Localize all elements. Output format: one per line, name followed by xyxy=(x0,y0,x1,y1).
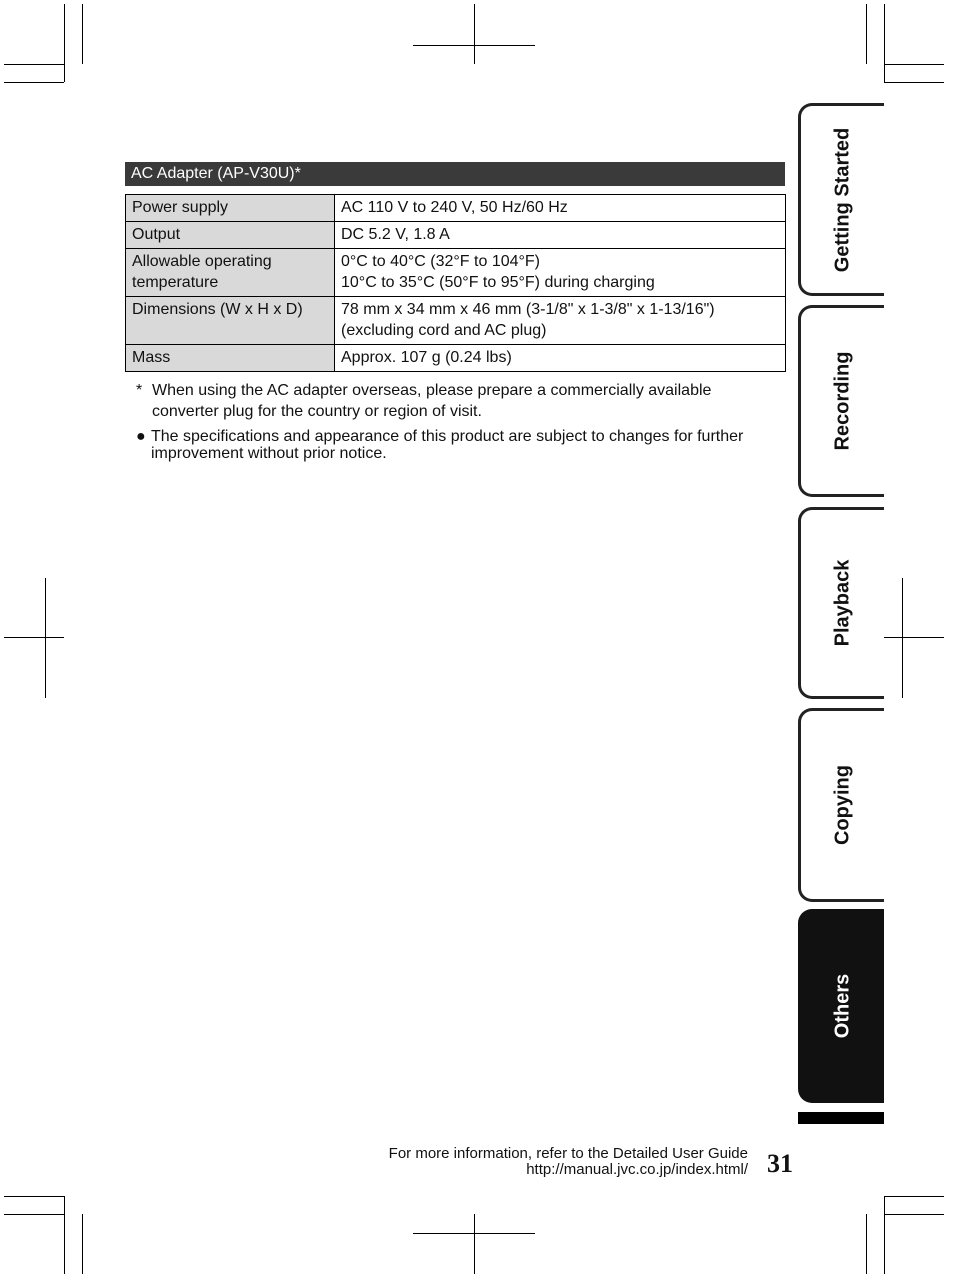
spec-value-line: DC 5.2 V, 1.8 A xyxy=(341,226,450,243)
spec-table xyxy=(125,194,786,372)
spec-label: Allowable operating temperature xyxy=(126,249,335,297)
note-specifications xyxy=(136,428,776,462)
spec-value xyxy=(335,297,786,345)
crop-mark xyxy=(64,4,65,82)
crop-mark xyxy=(884,82,944,83)
spec-value xyxy=(335,345,786,372)
crop-mark xyxy=(4,82,64,83)
spec-label: Power supply xyxy=(126,195,335,222)
tab-label: Playback xyxy=(831,559,853,647)
crop-mark xyxy=(474,4,475,64)
crop-mark xyxy=(4,637,64,638)
footnote-adapter xyxy=(136,380,776,422)
crop-mark xyxy=(902,578,903,698)
crop-mark xyxy=(82,4,83,64)
footnote-text: When using the AC adapter overseas, please prepare a commercially available converter plug for the country or region of visit. xyxy=(152,382,712,420)
table-row xyxy=(126,297,786,345)
crop-mark xyxy=(413,1233,535,1234)
tab-label: Getting Started xyxy=(831,127,853,272)
crop-mark xyxy=(413,45,535,46)
crop-mark xyxy=(884,1214,944,1215)
crop-mark xyxy=(474,1214,475,1274)
spec-value-line: Approx. 107 g (0.24 lbs) xyxy=(341,349,512,366)
spec-value-line: 0°C to 40°C (32°F to 104°F) xyxy=(341,253,541,270)
crop-mark xyxy=(884,637,944,638)
tab-copying[interactable] xyxy=(798,708,884,902)
tab-indicator-bar xyxy=(798,1112,884,1124)
note-text: The specifications and appearance of this product are subject to changes for further improvement without prior notice. xyxy=(151,428,744,462)
spec-value-line: (excluding cord and AC plug) xyxy=(341,322,547,339)
tab-getting-started[interactable] xyxy=(798,103,884,296)
crop-mark xyxy=(64,1196,65,1274)
asterisk-mark: * xyxy=(136,382,143,399)
crop-mark xyxy=(4,64,64,65)
spec-value xyxy=(335,195,786,222)
spec-value xyxy=(335,222,786,249)
table-row xyxy=(126,195,786,222)
crop-mark xyxy=(884,64,944,65)
footer-url[interactable]: http://manual.jvc.co.jp/index.html/ xyxy=(526,1161,748,1178)
crop-mark xyxy=(45,578,46,698)
crop-mark xyxy=(866,4,867,64)
spec-label: Mass xyxy=(126,345,335,372)
table-row xyxy=(126,222,786,249)
table-row xyxy=(126,249,786,297)
crop-mark xyxy=(4,1214,64,1215)
tab-label: Copying xyxy=(831,765,853,845)
table-row xyxy=(126,345,786,372)
footer-reference xyxy=(389,1146,748,1178)
spec-value-line: 78 mm x 34 mm x 46 mm (3-1/8" x 1-3/8" x 1-13/16") xyxy=(341,301,715,318)
page-number: 31 xyxy=(767,1149,793,1178)
spec-label: Dimensions (W x H x D) xyxy=(126,297,335,345)
spec-label: Output xyxy=(126,222,335,249)
crop-mark xyxy=(884,1196,944,1197)
spec-value xyxy=(335,249,786,297)
tab-label: Others xyxy=(831,973,853,1039)
crop-mark xyxy=(884,4,885,82)
tab-recording[interactable] xyxy=(798,305,884,497)
spec-value-line: 10°C to 35°C (50°F to 95°F) during charging xyxy=(341,274,655,291)
crop-mark xyxy=(82,1214,83,1274)
crop-mark xyxy=(884,1196,885,1274)
crop-mark xyxy=(4,1196,64,1197)
section-heading: AC Adapter (AP-V30U)* xyxy=(125,162,785,186)
footer-info-line: For more information, refer to the Detailed User Guide xyxy=(388,1145,748,1162)
bullet-icon: ● xyxy=(136,428,146,445)
tab-playback[interactable] xyxy=(798,507,884,699)
spec-value-line: AC 110 V to 240 V, 50 Hz/60 Hz xyxy=(341,199,568,216)
tab-label: Recording xyxy=(831,351,853,451)
tab-others[interactable] xyxy=(798,909,884,1103)
crop-mark xyxy=(866,1214,867,1274)
